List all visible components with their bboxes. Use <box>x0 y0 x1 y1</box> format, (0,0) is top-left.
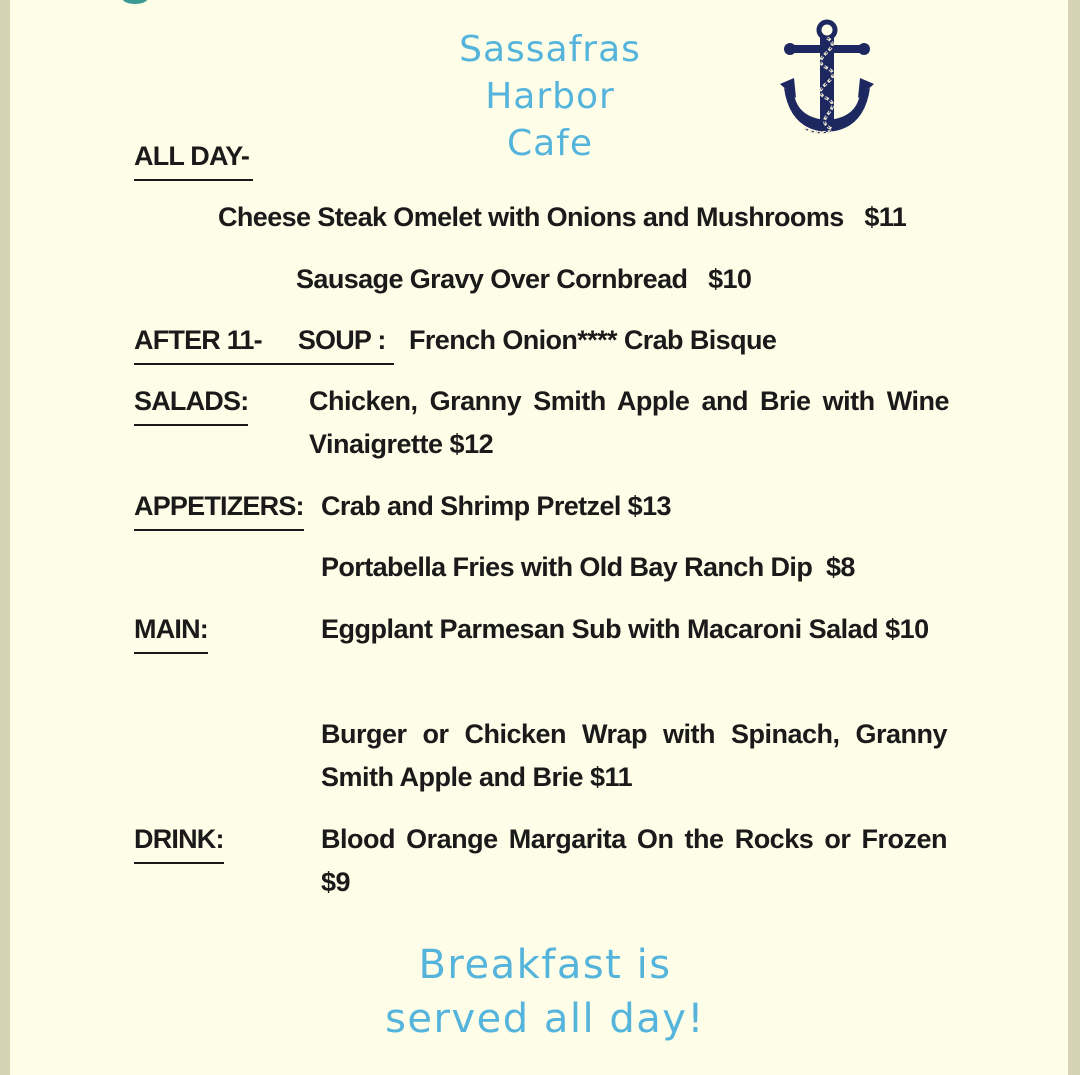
salads-label: SALADS: <box>134 380 248 426</box>
cafe-title <box>390 26 710 167</box>
all-day-label: ALL DAY- <box>134 135 253 181</box>
menu-item-crab-shrimp-pretzel: Crab and Shrimp Pretzel $13 <box>321 491 671 521</box>
menu-item-sausage-gravy: Sausage Gravy Over Cornbread $10 <box>296 264 752 294</box>
breakfast-note-line1: Breakfast is <box>418 942 672 988</box>
menu-item-cheese-steak-omelet: Cheese Steak Omelet with Onions and Mushrooms $11 <box>218 202 907 232</box>
main-label: MAIN: <box>134 608 208 654</box>
anchor-icon <box>776 18 878 140</box>
after-11-label: AFTER 11- <box>134 325 262 355</box>
breakfast-note <box>340 938 750 1046</box>
corner-decoration <box>122 0 148 4</box>
after-11-soup-heading <box>134 319 394 365</box>
menu-item-blood-orange-margarita: Blood Orange Margarita On the Rocks or Frozen $9 <box>321 824 947 897</box>
menu-item-chicken-salad <box>309 380 949 466</box>
menu-item-eggplant-parmesan: Eggplant Parmesan Sub with Macaroni Salad $10 <box>321 614 929 644</box>
drink-label: DRINK: <box>134 818 224 864</box>
menu-page <box>10 0 1068 1075</box>
soup-label: SOUP : <box>297 325 386 355</box>
menu-item-burger-chicken-wrap: Burger or Chicken Wrap with Spinach, Granny Smith Apple and Brie $11 <box>321 719 947 792</box>
breakfast-note-line2: served all day! <box>385 996 705 1042</box>
soup-items: French Onion**** Crab Bisque <box>409 325 777 355</box>
cafe-title-line1: Sassafras Harbor <box>459 29 641 117</box>
menu-item-portabella-fries: Portabella Fries with Old Bay Ranch Dip $8 <box>321 552 855 582</box>
menu-item-chicken-salad-text: Chicken, Granny Smith Apple and Brie with Wine Vinaigrette $12 <box>309 386 949 459</box>
appetizers-label: APPETIZERS: <box>134 485 304 531</box>
cafe-title-line2: Cafe <box>506 123 594 164</box>
